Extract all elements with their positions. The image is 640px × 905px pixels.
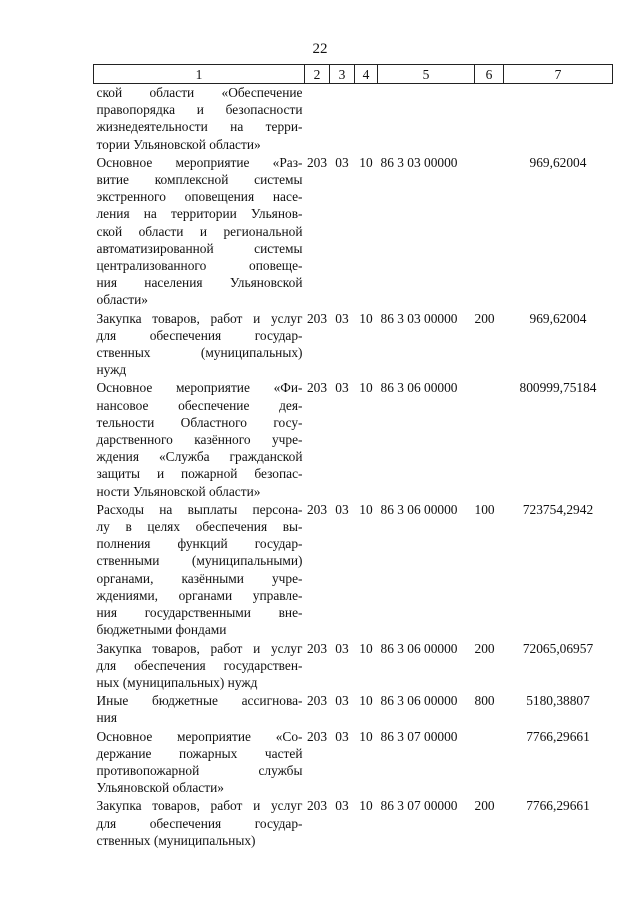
row-name-line: противопожарной службы — [96, 762, 303, 778]
row-name-line: ждениями, органами управле- — [96, 587, 303, 603]
row-section-code: 03 — [335, 728, 349, 744]
row-name-line: лу в целях обеспечения вы- — [96, 519, 303, 535]
row-ministry-code: 203 — [306, 728, 328, 744]
row-name-line: ственными (муниципальными) — [96, 553, 303, 569]
column-header-target-article: 5 — [378, 65, 475, 84]
row-name-line: бюджетными фондами — [96, 622, 227, 638]
row-subsection-code: 10 — [359, 154, 373, 170]
row-name-line: ждения «Служба гражданской — [96, 449, 303, 465]
row-name-line: Расходы на выплаты персона- — [96, 501, 303, 517]
row-expense-type — [475, 728, 504, 798]
budget-table — [93, 64, 613, 850]
row-target-article: 86 3 06 00000 — [380, 640, 458, 656]
row-target-article: 86 3 07 00000 — [380, 728, 458, 744]
table-row — [94, 84, 613, 154]
row-name-line: Закупка товаров, работ и услуг — [96, 798, 303, 814]
row-expense-type: 800 — [474, 693, 495, 709]
row-name-cell — [94, 640, 305, 693]
column-header-section: 3 — [330, 65, 355, 84]
row-name-line: для обеспечения государ- — [96, 815, 303, 831]
row-target-article: 86 3 03 00000 — [380, 154, 458, 170]
table-row — [94, 154, 613, 310]
row-name-line: тории Ульяновской области» — [96, 136, 261, 152]
row-name-cell — [94, 379, 305, 500]
row-name-line: Закупка товаров, работ и услуг — [96, 310, 303, 326]
row-ministry-code: 203 — [306, 380, 328, 396]
row-name-line: органами, казёнными учре- — [96, 570, 303, 586]
table-row — [94, 379, 613, 500]
row-ministry-code: 203 — [306, 640, 328, 656]
row-subsection-code: 10 — [359, 380, 373, 396]
row-name-line: защиты и пожарной безопас- — [96, 466, 303, 482]
column-header-subsection: 4 — [355, 65, 378, 84]
column-header-expense-type: 6 — [475, 65, 504, 84]
row-name-cell — [94, 797, 305, 850]
row-expense-type: 200 — [474, 310, 495, 326]
row-name-line: Основное мероприятие «Фи- — [96, 380, 303, 396]
row-expense-type — [475, 154, 504, 310]
row-name-cell — [94, 310, 305, 380]
row-amount: 800999,75184 — [519, 380, 597, 396]
table-row — [94, 640, 613, 693]
row-ministry-code: 203 — [306, 798, 328, 814]
row-section-code: 03 — [335, 380, 349, 396]
row-name-line: нансовое обеспечение дея- — [96, 397, 303, 413]
row-expense-type — [475, 379, 504, 500]
table-row — [94, 692, 613, 727]
row-ministry-code: 203 — [306, 154, 328, 170]
row-name-line: дарственного казённого учре- — [96, 432, 303, 448]
row-name-line: жизнедеятельности на терри- — [96, 119, 303, 135]
table-row — [94, 797, 613, 850]
table-row — [94, 310, 613, 380]
row-expense-type: 200 — [474, 798, 495, 814]
row-name-line: полнения функций государ- — [96, 536, 303, 552]
row-subsection-code: 10 — [359, 728, 373, 744]
row-subsection-code: 10 — [359, 693, 373, 709]
row-name-line: ния — [96, 710, 117, 726]
table-row — [94, 501, 613, 640]
row-name-line: Ульяновской области» — [96, 780, 224, 796]
row-name-line: области» — [96, 292, 148, 308]
row-name-cell — [94, 84, 305, 154]
row-name-cell — [94, 501, 305, 640]
row-expense-type — [475, 84, 504, 154]
row-amount: 5180,38807 — [526, 693, 590, 709]
row-name-line: Основное мероприятие «Со- — [96, 728, 303, 744]
table-row — [94, 728, 613, 798]
row-target-article: 86 3 06 00000 — [380, 380, 458, 396]
row-name-line: для обеспечения государствен- — [96, 657, 303, 673]
row-ministry-code: 203 — [306, 693, 328, 709]
row-section-code: 03 — [335, 693, 349, 709]
row-amount: 723754,2942 — [522, 501, 594, 517]
row-amount: 7766,29661 — [526, 728, 590, 744]
row-target-article: 86 3 03 00000 — [380, 310, 458, 326]
row-name-line: Основное мероприятие «Раз- — [96, 154, 303, 170]
row-name-line: ственных (муниципальных) — [96, 832, 256, 848]
row-expense-type: 200 — [474, 640, 495, 656]
row-section-code: 03 — [335, 798, 349, 814]
page-number: 22 — [312, 41, 328, 57]
column-header-amount: 7 — [504, 65, 613, 84]
row-name-line: экстренного оповещения насе- — [96, 189, 303, 205]
row-name-line: правопорядка и безопасности — [96, 102, 303, 118]
row-name-line: ния населения Ульяновской — [96, 275, 303, 291]
row-name-line: автоматизированной системы — [96, 240, 303, 256]
row-name-line: держание пожарных частей — [96, 745, 303, 761]
row-subsection-code — [355, 84, 378, 154]
row-ministry-code — [305, 84, 330, 154]
row-target-article: 86 3 06 00000 — [380, 693, 458, 709]
row-section-code — [330, 84, 355, 154]
row-amount: 969,62004 — [529, 310, 587, 326]
row-target-article: 86 3 07 00000 — [380, 798, 458, 814]
row-name-line: ления на территории Ульянов- — [96, 206, 303, 222]
row-subsection-code: 10 — [359, 310, 373, 326]
row-name-cell — [94, 692, 305, 727]
row-subsection-code: 10 — [359, 501, 373, 517]
row-section-code: 03 — [335, 501, 349, 517]
row-section-code: 03 — [335, 310, 349, 326]
row-section-code: 03 — [335, 154, 349, 170]
column-header-ministry: 2 — [305, 65, 330, 84]
row-name-line: ных (муниципальных) нужд — [96, 674, 258, 690]
row-ministry-code: 203 — [306, 501, 328, 517]
row-section-code: 03 — [335, 640, 349, 656]
row-target-article — [378, 84, 475, 154]
row-amount: 72065,06957 — [522, 640, 594, 656]
row-expense-type: 100 — [474, 501, 495, 517]
row-subsection-code: 10 — [359, 798, 373, 814]
row-name-line: ственных (муниципальных) — [96, 345, 303, 361]
row-name-line: централизованного оповеще- — [96, 258, 303, 274]
table-header-row — [94, 65, 613, 84]
row-subsection-code: 10 — [359, 640, 373, 656]
row-name-line: нужд — [96, 362, 127, 378]
row-name-line: ской области «Обеспечение — [96, 85, 303, 100]
row-amount: 7766,29661 — [526, 798, 590, 814]
row-name-line: ности Ульяновской области» — [96, 483, 261, 499]
row-name-line: для обеспечения государ- — [96, 327, 303, 343]
row-name-line: ской области и региональной — [96, 223, 303, 239]
row-ministry-code: 203 — [306, 310, 328, 326]
row-amount — [504, 84, 613, 154]
row-name-line: ния государственными вне- — [96, 605, 303, 621]
table-body — [94, 84, 613, 850]
row-name-cell — [94, 154, 305, 310]
row-name-line: Закупка товаров, работ и услуг — [96, 640, 303, 656]
row-amount: 969,62004 — [529, 154, 587, 170]
row-name-cell — [94, 728, 305, 798]
column-header-name: 1 — [94, 65, 305, 84]
row-target-article: 86 3 06 00000 — [380, 501, 458, 517]
row-name-line: тельности Областного госу- — [96, 414, 303, 430]
row-name-line: Иные бюджетные ассигнова- — [96, 693, 303, 709]
row-name-line: витие комплексной системы — [96, 172, 303, 188]
